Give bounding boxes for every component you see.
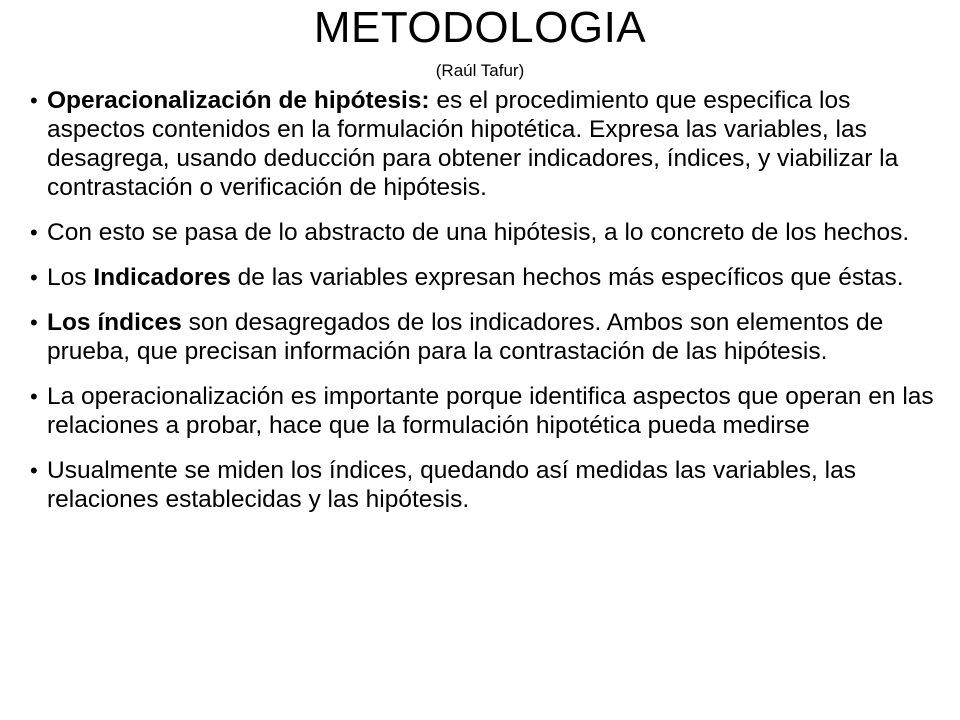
bullet-item bbox=[30, 308, 950, 366]
bullet-dot-icon: • bbox=[30, 88, 38, 113]
bullet-dot-icon: • bbox=[30, 310, 38, 335]
bullet-item bbox=[30, 456, 950, 514]
bullet-dot-icon: • bbox=[30, 458, 38, 483]
bullet-text: de las variables expresan hechos más específicos que éstas. bbox=[230, 264, 904, 291]
bullet-text: son desagregados de los indicadores. Ambos son elementos de prueba, que precisan información para la contrastación de las hipótesis. bbox=[47, 309, 884, 365]
bullet-item bbox=[30, 218, 950, 247]
bullet-bold-text: Los índices bbox=[47, 309, 182, 336]
bullet-text: es el procedimiento que especifica los aspectos contenidos en la formulación hipotética. Expresa las variables, las desagrega, usando deducción para obtener indicadores, índices, y viabilizar la contrastación o verificación de hipótesis. bbox=[47, 87, 899, 201]
bullet-item bbox=[30, 382, 950, 440]
bullet-item bbox=[30, 263, 950, 292]
slide-title: METODOLOGIA bbox=[313, 3, 647, 52]
slide-subtitle: (Raúl Tafur) bbox=[435, 61, 525, 80]
bullet-prefix-text: Los bbox=[47, 264, 94, 291]
bullet-text: La operacionalización es importante porque identifica aspectos que operan en las relaciones a probar, hace que la formulación hipotética pueda medirse bbox=[47, 383, 934, 439]
bullet-list bbox=[30, 86, 950, 530]
bullet-dot-icon: • bbox=[30, 384, 38, 409]
bullet-bold-text: Operacionalización de hipótesis: bbox=[47, 87, 430, 114]
bullet-dot-icon: • bbox=[30, 220, 38, 245]
bullet-text: Con esto se pasa de lo abstracto de una hipótesis, a lo concreto de los hechos. bbox=[47, 219, 910, 246]
bullet-bold-text: Indicadores bbox=[93, 264, 231, 291]
bullet-dot-icon: • bbox=[30, 265, 38, 290]
bullet-item bbox=[30, 86, 950, 202]
bullet-text: Usualmente se miden los índices, quedando así medidas las variables, las relaciones establecidas y las hipótesis. bbox=[47, 457, 856, 513]
